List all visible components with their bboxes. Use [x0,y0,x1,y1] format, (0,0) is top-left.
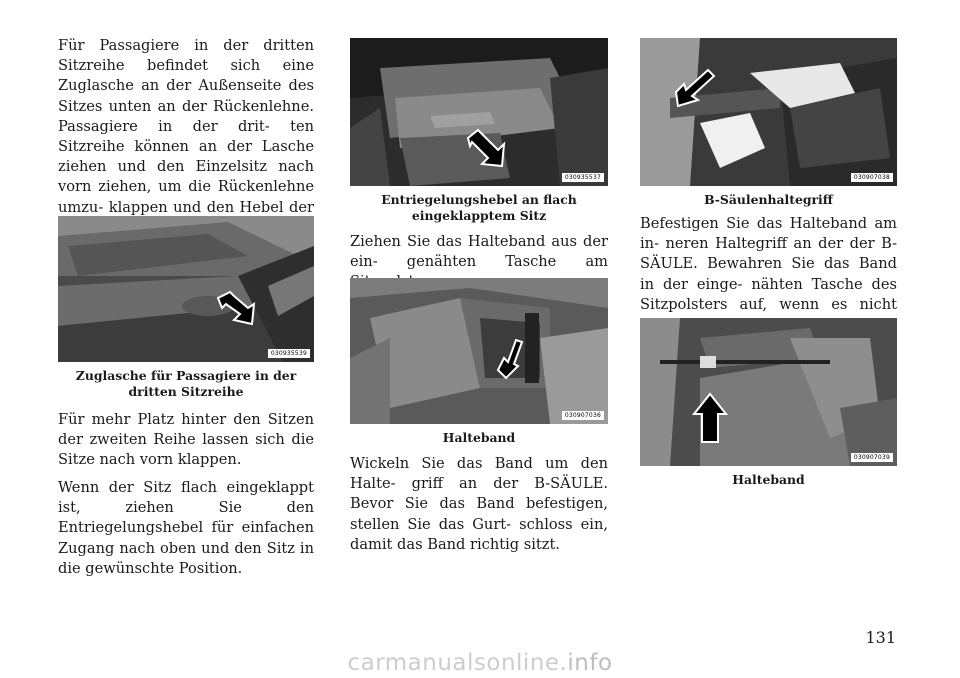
photo-illustration [640,318,897,466]
image-code: 030935539 [268,349,310,358]
paragraph-fold-seats: Für mehr Platz hinter den Sitzen der zweiten Reihe lassen sich die Sitze nach vorn klappen. [58,411,314,469]
caption [350,192,608,224]
figure-third-row-pull-tab [58,216,314,400]
photo-strap-pocket [350,278,608,424]
caption-line: eingeklapptem Sitz [411,208,547,223]
figure-b-pillar-grip [640,38,897,208]
photo-strap-attached [640,318,897,466]
caption [640,192,897,208]
caption-line: Entriegelungshebel an flach [381,192,577,207]
image-code: 030935537 [562,173,604,182]
paragraph-third-row-tab: Für Passagiere in der dritten Sitzreihe befindet sich eine Zuglasche an der Außenseite des Sitzes unten an der Rückenlehne. Passagiere in der drit- ten Sitzreihe können an der Lasche ziehen und den Einzelsitz nach vorn ziehen, um die Rückenlehne umzu- klappen und den Hebel der [58,37,314,216]
paragraph-release-lever: Wenn der Sitz flach eingeklappt ist, ziehen Sie den Entriegelungshebel für einfachen Zugang nach oben und den Sitz in die gewünschte Position. [58,479,314,577]
paragraph-pull-strap: Ziehen Sie das Halteband aus der ein- genähten Tasche am [350,233,608,271]
photo-folded-seat [350,38,608,186]
figure-strap [350,278,608,446]
caption [640,472,897,488]
watermark [0,650,960,676]
caption [350,430,608,446]
figure-strap-attached [640,318,897,488]
photo-illustration [58,216,314,362]
photo-illustration [350,278,608,424]
watermark-main: carmanualsonline. [347,650,568,676]
image-code: 030907038 [851,173,893,182]
caption-line: Halteband [732,472,805,487]
photo-illustration [640,38,897,186]
page-number: 131 [865,628,896,647]
paragraph-attach-strap: Befestigen Sie das Halteband am in- neren Haltegriff an der der B-SÄULE. Bewahren Sie das Band in der einge- nähten Tasche des Sitzpolsters auf, wenn es nicht [640,215,897,313]
photo-illustration [350,38,608,186]
photo-third-row-seat [58,216,314,362]
caption-line: Halteband [442,430,516,445]
caption-line: B-Säulenhaltegriff [704,192,833,207]
paragraph-wrap-strap: Wickeln Sie das Band um den Halte- griff an der B-SÄULE. Bevor Sie das Band befestigen, stellen Sie das Gurt- schloss ein, damit das Band richtig sitzt. [350,455,608,553]
figure-release-lever [350,38,608,224]
watermark-tld: info [567,650,613,676]
photo-b-pillar [640,38,897,186]
image-code: 030907039 [851,453,893,462]
caption-line: dritten Sitzreihe [128,384,244,399]
image-code: 030907036 [562,411,604,420]
caption-line: Zuglasche für Passagiere in der [75,368,297,383]
caption [58,368,314,400]
